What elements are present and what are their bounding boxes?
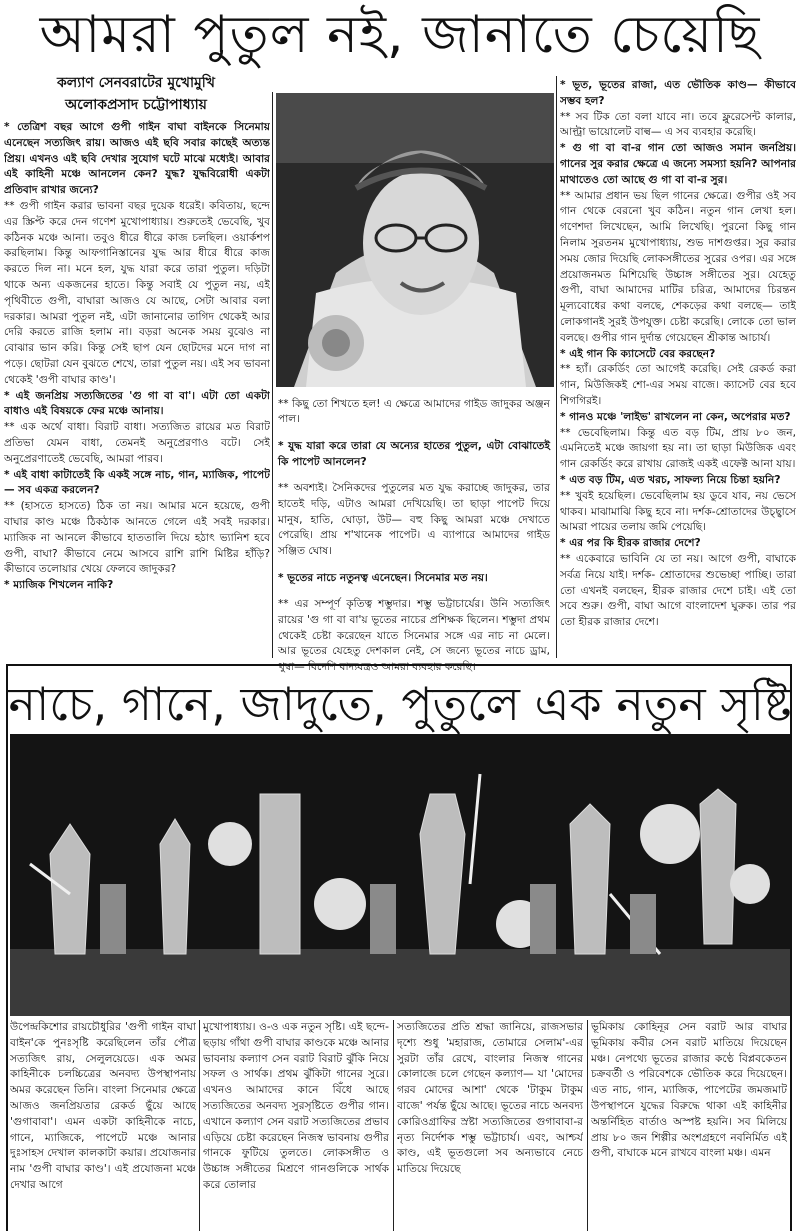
review-headline: নাচে, গানে, জাদুতে, পুতুলে এক নতুন সৃষ্টি bbox=[8, 677, 792, 731]
column-divider bbox=[393, 1020, 394, 1231]
portrait-illustration bbox=[276, 93, 554, 387]
interview-question: * ম্যাজিক শিখলেন নাকি? bbox=[4, 579, 114, 592]
interview-answer: ** (হাসতে হাসতে) ঠিক তা নয়। আমার মনে হয়েছে, গুপী বাঘার কাণ্ড মঞ্চে ঠিকঠাক আনতে গেলে এই সবই দরকার। ম্যাজিক না আনলে কীভাবে হাততালি দিয়ে হঠাৎ ভ্যানিশ হবে গুপী, বাঘা? কীভাবে নেমে আসবে রাশি রাশি মিষ্টির হাঁড়ি? কীভাবে তলোয়ার খেয়ে ফেলবে জাদুকর? bbox=[4, 500, 270, 576]
stage-illustration bbox=[10, 734, 790, 1016]
stage-performance-photo bbox=[10, 734, 790, 1016]
interview-answer: ** হ্যাঁ। রেকর্ডিং তো আগেই করেছি। সেই রেকর্ড করা গান, মিউজিকই শো-এর সময় বাজে। ক্যাসেট বের হবে শিগগিরই। bbox=[560, 363, 796, 407]
byline-author: অলোকপ্রসাদ চট্টোপাধ্যায় bbox=[65, 97, 207, 113]
interview-answer: ** একেবারে ভাবিনি যে তা নয়। আগে গুপী, বাঘাকে সর্বত্র নিয়ে যাই। দর্শক- শ্রোতাদের শুভেচ্ছা পাচ্ছি। তারা তো এখনই বলছেন, হীরক রাজার দেশে চাই। এই তো সবে শুরু। গুপী, বাঘা আগে বাংলাদেশ ঘুরুক। তার পর তো হীরক রাজার দেশে। bbox=[560, 552, 796, 629]
interview-question: * এত বড় টিম, এত খরচ, সাফল্য নিয়ে চিন্তা হয়নি? bbox=[560, 473, 781, 486]
interview-answer: ** সব টিক তো বলা যাবে না। তবে ফ্লুরেসেন্ট কালার, আল্ট্রা ভায়োলেট বাল্ব— এ সব ব্যবহার করেছি। bbox=[560, 110, 796, 139]
main-headline: আমরা পুতুল নই, জানাতে চেয়েছি bbox=[39, 5, 761, 65]
interview-answer: ** অবশ্যই। সৈনিকদের পুতুলের মত যুদ্ধ করাচ্ছে জাদুকর, তার হাতেই দড়ি, এটাও আমরা দেখিয়েছি। তা ছাড়া পাপেট দিয়ে মানুষ, হাতি, ঘোড়া, উট— বহু কিছু আমরা মঞ্চে দেখাতে পেরেছি। প্রায় শ'খানেক পাপেট। এ ব্যাপারে আমাদের গাইড সঞ্জিত ঘোষ। bbox=[278, 481, 550, 558]
interview-question: * এই জনপ্রিয় সত্যজিতের 'গু গা বা বা'। এটা তো একটা বাধাও এই বিষয়কে ফের মঞ্চে আনায়। bbox=[4, 389, 270, 418]
interview-answer: ** এর সম্পূর্ণ কৃতিত্ব শম্ভুদার। শম্ভু ভট্টাচার্যের। উনি সত্যজিৎ রায়ের 'গু গা বা বা'য় ভূতের নাচের প্রশিক্ষক ছিলেন। শম্ভুদা প্রথম থেকেই চেষ্টা করেছেন যাতে সিনেমার সঙ্গে এর নাচ না মেলে। আর ভূতের যেহেতু দেশকাল নেই, সে জন্যে ভূতের নাচে ড্রাম, থুম্বা— বিদেশি বাদ্যযন্ত্রও আমরা ব্যবহার করেছি। bbox=[278, 597, 550, 674]
interview-answer: ** কিছু তো শিখতে হল! এ ক্ষেত্রে আমাদের গাইড জাদুকর অঞ্জন পাল। bbox=[278, 397, 550, 426]
review-paragraph: মুখোপাধ্যায়। ও-ও এক নতুন সৃষ্টি। এই ছন্দে-ছড়ায় গাঁথা গুপী বাঘার কাণ্ডকে মঞ্চে আনার ভাবনায় কল্যাণ সেন বরাট বিরাট ঝুঁকি নিয়ে সফল ও সার্থক। প্রথম ঝুঁকিটা গানের সুরে। এখনও আমাদের কানে বিঁধে আছে সত্যজিতের অনবদ্য সুরসৃষ্টিতে গুপীর গান। এখানে কল্যাণ সেন বরাট সত্যজিতের প্রভাব এড়িয়ে চেষ্টা করেছেন নিজস্ব ভাবনায় গুপীর গানকে ফুটিয়ে তুলতে। লোকসঙ্গীত ও উচ্চাঙ্গ সঙ্গীতের মিশ্রণে গানগুলিকে সার্থক করে তোলার bbox=[203, 1021, 389, 1191]
portrait-photo bbox=[276, 93, 554, 387]
review-column-4 bbox=[591, 1020, 787, 1231]
interview-question: * গু গা বা বা-র গান তো আজও সমান জনপ্রিয়। গানের সুর করার ক্ষেত্রে এ জন্যে সমস্যা হয়নি? আপনার মাথাতেও তো আছে গু গা বা বা-র সুর। bbox=[560, 142, 796, 186]
interview-question: * গানও মঞ্চে 'লাইভ' রাখলেন না কেন, অপেরার মত? bbox=[560, 410, 791, 423]
interview-question: * যুদ্ধ যারা করে তারা যে অন্যের হাতের পুতুল, এটা বোঝাতেই কি পাপেট আনলেন? bbox=[278, 439, 550, 468]
article-column-middle bbox=[278, 386, 550, 687]
byline bbox=[0, 72, 272, 116]
interview-question: * তেত্রিশ বছর আগে গুপী গাইন বাঘা বাইনকে সিনেমায় এনেছেন সত্যজিৎ রায়। আজও এই ছবি সবার কাছেই অত্যন্ত প্রিয়। এখনও এই ছবি দেখার সুযোগ ঘটে মাঝে মধ্যেই। আবার এই কাহিনী মঞ্চে আনলেন কেন? যুদ্ধ? যুদ্ধবিরোধী একটা প্রতিবাদ রাখার জন্যে? bbox=[4, 121, 270, 197]
article-column-left bbox=[4, 120, 270, 660]
review-column-3 bbox=[397, 1020, 583, 1231]
column-divider bbox=[587, 1020, 588, 1231]
column-divider bbox=[556, 76, 557, 658]
interview-answer: ** খুবই হয়েছিল। ভেবেছিলাম হয় ডুবে যাব, নয় ভেসে থাকব। মাঝামাঝি কিছু হবে না। দর্শক-শ্রোতাদের উচ্ছ্বাসে আমরা পায়ের তলায় জমি পেয়েছি। bbox=[560, 489, 796, 534]
interview-question: * এই গান কি ক্যাসেটে বের করছেন? bbox=[560, 347, 716, 360]
review-paragraph: সত্যজিতের প্রতি শ্রদ্ধা জানিয়ে, রাজসভার দৃশ্যে শুধু 'মহারাজ, তোমারে সেলাম'-এর সুরটা তাঁর রেখে, বাংলার নিজস্ব গানের কোলাজে চলে গেছেন কল্যাণ— যা 'মোদের গরব মোদের আশা' থেকে 'টাকুম টাকুম বাজে' পর্যন্ত ছুঁয়ে আছে। ভূতের নাচে অনবদ্য কোরিওগ্রাফির স্রষ্টা সত্যজিতের গুগাবাবা-র নৃত্য নির্দেশক শম্ভু ভট্টাচার্য। এবং, আশ্চর্য কাণ্ড, এই ভূতগুলো সব অন্যভাবে নেচে মাতিয়ে দিয়েছে bbox=[397, 1021, 583, 1176]
interview-question: * এর পর কি হীরক রাজার দেশে? bbox=[560, 537, 701, 550]
review-paragraph: ভূমিকায় কোহিনূর সেন বরাট আর বাঘার ভূমিকায় কবীর সেন বরাট মাতিয়ে দিয়েছেন মঞ্চ। নেপথ্যে ভূতের রাজার কণ্ঠে বিপ্লবকেতন চক্রবর্তী ও পরিবেশকে ভৌতিক করে দিয়েছেন। এত নাচ, গান, ম্যাজিক, পাপেটের জমজমাট উপস্থাপনে যুদ্ধের বিরুদ্ধে থাকা এই কাহিনীর অন্তর্নিহিত বার্তাও অস্পষ্ট হয়নি। সব মিলিয়ে প্রায় ৮০ জন শিল্পীর অংশগ্রহণে নবনির্মিত এই গুপী, বাঘাকে মনে রাখবে বাংলা মঞ্চ। এমন bbox=[591, 1021, 787, 1160]
review-column-1 bbox=[10, 1020, 196, 1231]
interview-question: * এই বাধা কাটাতেই কি একই সঙ্গে নাচ, গান, ম্যাজিক, পাপেট— সব একত্র করলেন? bbox=[4, 468, 270, 497]
interview-question: * ভূতের নাচে নতুনত্ব এনেছেন। সিনেমার মত নয়। bbox=[278, 571, 488, 584]
byline-interviewee: কল্যাণ সেনবরাটের মুখোমুখি bbox=[57, 75, 215, 91]
column-divider bbox=[199, 1020, 200, 1231]
column-divider bbox=[272, 92, 273, 658]
interview-answer: ** আমার প্রধান ভয় ছিল গানের ক্ষেত্রে। গুপীর ওই সব গান থেকে বেরনো খুব কঠিন। নতুন গান লেখা হল। গণেশদা লিখেছেন, আমি লিখেছি। পুরনো কিছু গান নিলাম সুরতনম মুখোপাধ্যায়, শুভ দাশগুপ্তর। সুর করার সময় জোর দিয়েছি লোকসঙ্গীতের সুরের ওপর। এর সঙ্গে প্রয়োজনমত মিশিয়েছি উচ্চাঙ্গ সঙ্গীতের সুর। যেহেতু গুপী, বাঘা আমাদের মাটির চরিত্র, আমাদের চিরন্তন মূল্যবোধের কথা বলছে, শেকড়ের কথা বলছে— তাই লোকগানই সুরই উপযুক্ত। চেষ্টা করেছি। লোকে তো ভাল বলছে। গুপীর গান দুর্দান্ত গেয়েছেন শ্রীকান্ত আচার্য। bbox=[560, 189, 796, 344]
interview-answer: ** ভেবেছিলাম। কিন্তু এত বড় টিম, প্রায় ৮০ জন, এমনিতেই মঞ্চে জায়গা হয় না। তা ছাড়া মিউজিক এবং গান রেকর্ডিং করে রাখায় রোজই একই এফেক্ট আনা যায়। bbox=[560, 426, 796, 471]
review-column-2 bbox=[203, 1020, 389, 1231]
article-column-right bbox=[560, 78, 796, 660]
interview-question: * ভূত, ভূতের রাজা, এত ভৌতিক কাণ্ড— কীভাবে সম্ভব হল? bbox=[560, 79, 796, 107]
interview-answer: ** গুপী গাইন করার ভাবনা বছর দুয়েক ধরেই। কবিতায়, ছন্দে এর স্ক্রিপ্ট করে দেন গণেশ মুখোপাধ্যায়। শুরুতেই ভেবেছি, খুব কঠিনক মঞ্চে আনা। তবুও ধীরে ধীরে কাজ চলছিল। ওয়ার্কশপ করছিলাম। কিন্তু আফগানিস্তানের যুদ্ধ আর ধীরে ধীরে কাজ করতে দিল না। মনে হল, যুদ্ধ যারা করে তারা পুতুল। দড়িটা থাকে অন্য একজনের হাতে। কিন্তু সবাই যে পুতুল নয়, এই পৃথিবীতে গুপী, বাঘারা আজও যে আছে, সেটা আবার বলা দরকার। আমরা পুতুল নই, এটা জানানোর তাগিদ থেকেই আর দেরি করতে রাজি হলাম না। বড়রা অনেক সময় বুঝেও না বোঝার ভান করি। কিন্তু সেই ছাপ যেন ছোটদের মনে দাগ না পড়ে। ছোটরা যেন বুঝতে শেখে, তারা পুতুল নয়। এই সব ভাবনা থেকেই 'গুপী বাঘার কাণ্ড'। bbox=[4, 199, 270, 386]
review-paragraph: উপেন্দ্রকিশোর রায়চৌধুরির 'গুপী গাইন বাঘা বাইন'কে পুনঃসৃষ্টি করেছিলেন তাঁর পৌত্র সত্যজিৎ রায়, সেলুলয়েডে। এক অমর কাহিনীকে চলচ্চিত্রের অনবদ্য উপস্থাপনায় অমর করেছেন তিনি। বাংলা সিনেমার ক্ষেত্রে আজও জনপ্রিয়তার রেকর্ড ছুঁয়ে আছে 'গুগাবাবা'। এমন একটা কাহিনীকে নাচে, গানে, ম্যাজিকে, পাপেটে মঞ্চে আনার দুঃসাহস দেখাল কালকাটা কয়ার। প্রযোজনার নাম 'গুপী বাঘার কাণ্ড'। এই প্রযোজনা মঞ্চে দেখার আগে bbox=[10, 1021, 196, 1191]
interview-answer: ** এক অর্থে বাধা। বিরাট বাধা। সত্যজিত রায়ের মত বিরাট প্রতিভা যেমন বাধা, তেমনই অনুপ্রেরণাও বটে। সেই অনুপ্রেরণাতেই ভেবেছি, আমরা পারব। bbox=[4, 421, 270, 465]
